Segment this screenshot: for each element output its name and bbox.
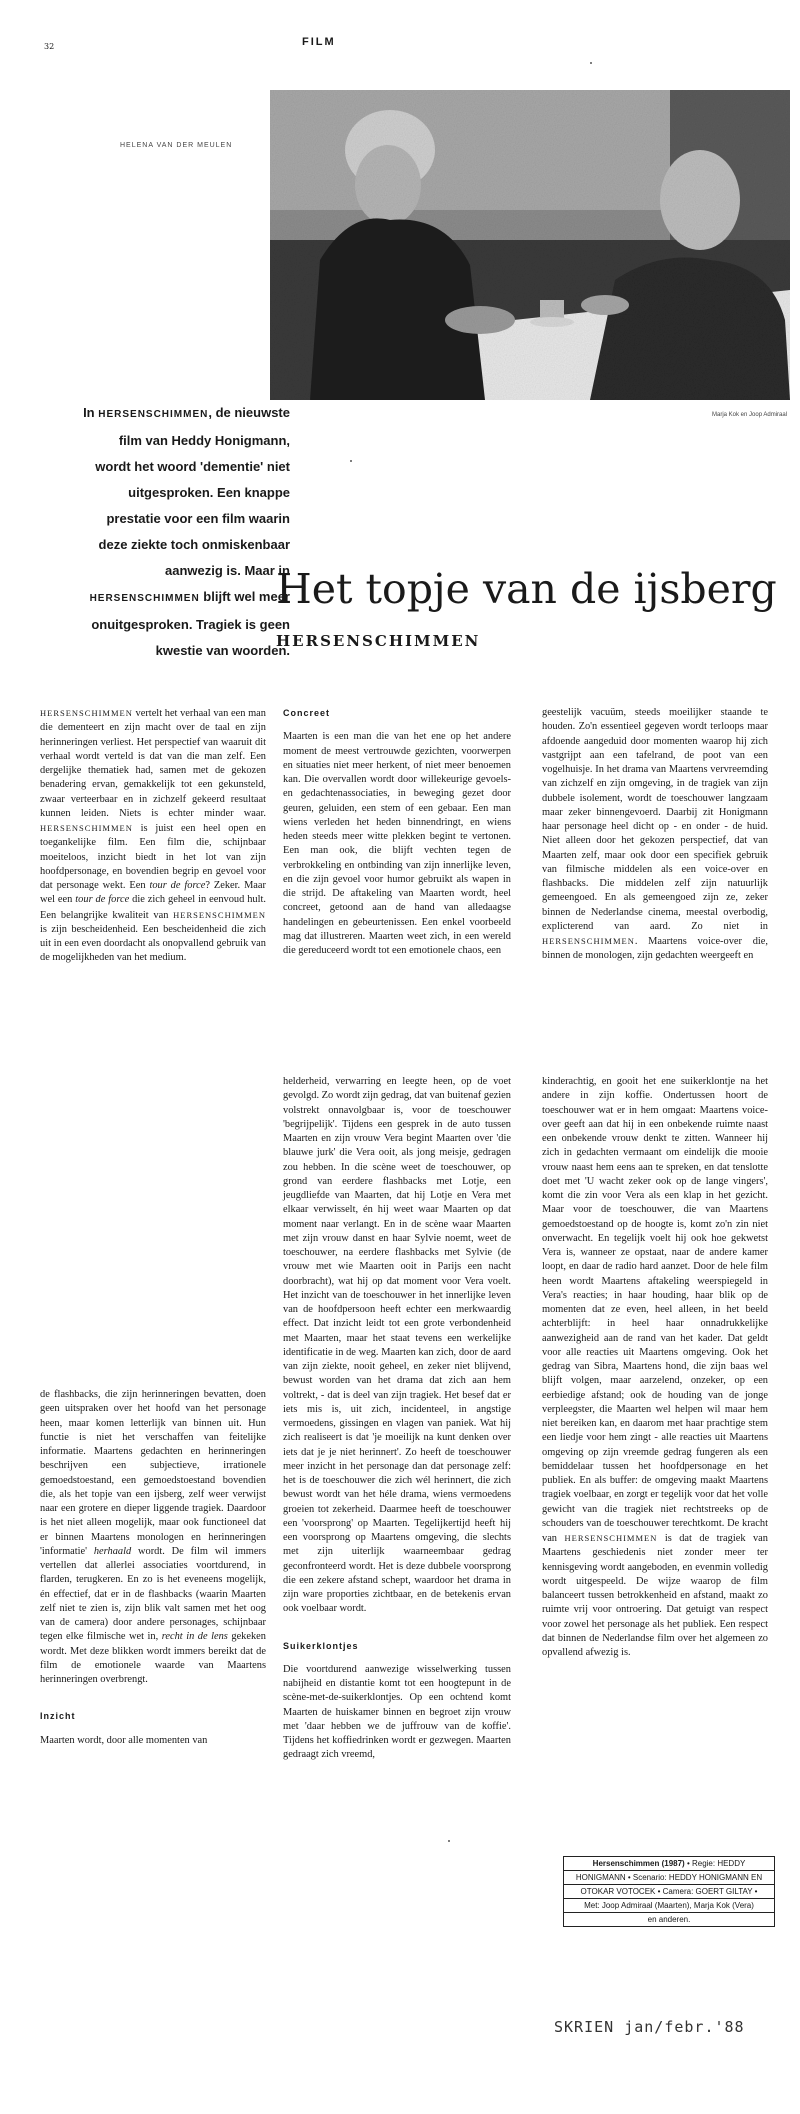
body-text: gekeken wordt. Met deze blikken wordt immers bereikt dat de film de emotionele waarde van Maartens herinneringen overbrengt. xyxy=(40,1631,266,1685)
lead-line: prestatie voor een film waarin xyxy=(106,511,290,526)
body-text: Maarten is een man die van het ene op het andere moment de meest vertrouwde gezichten, voorwerpen en situaties niet meer herkent, of niet meer benoemen kan. Die overvallen wordt door willekeurige gevoels- en gedachtenassociaties, in beweging gezet door geuren, geluiden, een stem of een gebaar. Een man wiens verleden het heden binnendringt, en wiens heden steeds meer witte plekken begint te vertonen. Een man ook, die blijft vechten tegen de verbrokkeling en ontbinding van zijn innerlijke leven, en die zijn gevoel voor humor gebruikt als wapen in die strijd. De aftakeling van Maarten wordt, heel concreet, getoond aan de hand van alledaagse handelingen en gebeurtenissen. Een enkel voorbeeld mag dat illustreren. Maarten weet zich, in een wereld die gereduceerd wordt tot een emotionele chaos, een xyxy=(283,731,511,956)
article-column-6 xyxy=(542,1075,768,1660)
film-title-inline: HERSENSCHIMMEN xyxy=(173,909,266,920)
credits-text: HONIGMANN • Scenario: HEDDY HONIGMANN EN xyxy=(563,1870,775,1884)
lead-line: wordt het woord 'dementie' niet xyxy=(95,459,290,474)
body-italic: tour de force xyxy=(149,880,206,891)
body-italic: tour de force xyxy=(75,894,130,906)
body-text: geestelijk vacuüm, steeds moeilijker staande te houden. Zo'n essentieel gegeven wordt terloops maar afdoende aangeduid door momenten waarop hij zich vastgrijpt aan een tafelrand, de poot van een vogelhuisje. In het drama van Maartens vervreemding van zichzelf en zijn omgeving, in de tragiek van zijn dubbele isolement, wordt de toeschouwer langzaam maar zeker binnengevoerd. Daarbij zit Honigmann haar personage heel dicht op - en onder - de huid. Niet alleen door het gekozen perspectief, dat van Maarten zelf, maar ook door een specifiek gebruik van filmische middelen als een voice-over en flashbacks. Die middelen zelf zijn natuurlijk gemeengoed. En als gemeengoed zijn ze, zeker binnen de Nederlandse cinema, meestal overbodig, explicterend van aard. Zo niet in xyxy=(542,707,768,932)
lead-line: onuitgesproken. Tragiek is geen xyxy=(91,617,290,632)
body-text: kinderachtig, en gooit het ene suikerklontje na het andere in zijn koffie. Ondertussen hoort de toeschouwer wat er in hem omgaat: Maartens voice-over geeft aan dat hij in een onbekende ruimte naast een onbekende vrouw denkt te zitten. Wanneer hij zich in gedachten vermaant om eindelijk die mooie vrouw naast hem eens aan te spreken, en dat tenslotte doet met 'U wacht zeker ook op de lange vingers', komt die zin voor Vera als een klap in het gezicht. Maar voor de toeschouwer, die van Maartens gemoedstoestand op de hoogte is, komt zo'n zin niet onverwacht. En tegelijk voelt hij ook hoe gekwetst Vera is, wanneer ze opstaat, naar de andere kamer loopt, en daar de radio hard aanzet. Door de hele film heen wordt Maartens aftakeling weerspiegeld in Vera's reacties; in haar houding, haar blik op de momenten dat ze even, heel alleen, in het beeld achterblijft: in heel haar onnadrukkelijke aanwezigheid aan de rand van het kader. Dat geldt voor alle reacties uit Maartens omgeving. Ook het gedrag van Sibra, Maartens hond, die zijn baas wel blijft volgen, maar aarzelend, onzeker, op een eerbiedige afstand; ook de houding van de jonge verpleegster, die Maarten wel helpen wil maar hem niet bereiken kan, en daarom met haar prachtige stem een liedje voor hem zingt - alle reacties uit Maartens omgeving op zijn vreemde gedrag fungeren als een bemiddelaar tussen het hoofdpersonage en het publiek. En als buffer: de omgeving maakt Maartens tragiek voelbaar, en zorgt er tegelijk voor dat het volle gewicht van die tragiek niet rechtstreeks op de schouders van de toeschouwer terechtkomt. De kracht van xyxy=(542,1076,768,1544)
lead-text: , de nieuwste xyxy=(208,405,290,420)
lead-film-title: HERSENSCHIMMEN xyxy=(98,409,209,420)
film-title-inline: HERSENSCHIMMEN xyxy=(542,936,635,946)
credits-text: OTOKAR VOTOCEK • Camera: GOERT GILTAY • xyxy=(563,1884,775,1898)
lead-line: film van Heddy Honigmann, xyxy=(118,433,290,448)
credits-text: • Regie: HEDDY xyxy=(684,1859,746,1868)
article-column-3 xyxy=(542,706,768,964)
body-italic: recht in de lens xyxy=(161,1631,228,1643)
magazine-footer: SKRIEN jan/febr.'88 xyxy=(554,2018,745,2036)
section-heading-concreet: Concreet xyxy=(283,708,331,718)
body-text: wordt. De film wil immers vertellen dat allerlei associaties voortdurend, in flarden, terugkeren. En zo is het eveneens mogelijk, én effectief, dat er in de flashbacks (waarin Maarten zelf niet te zien is, zijn blik valt samen met het oog van de camera) door andere personages, schijnbaar tegen elke filmische wet in, xyxy=(40,1545,266,1643)
lead-line: deze ziekte toch onmiskenbaar xyxy=(98,537,290,552)
film-title-inline: HERSENSCHIMMEN xyxy=(564,1533,658,1543)
section-heading-suikerklontjes: Suikerklontjes xyxy=(283,1640,359,1651)
article-column-1 xyxy=(40,706,266,966)
scan-speck xyxy=(350,460,352,462)
lead-film-title: HERSENSCHIMMEN xyxy=(89,593,200,604)
article-column-4 xyxy=(40,1388,266,1748)
lead-line: kwestie van woorden. xyxy=(155,643,290,658)
photo-credit-left: HELENA VAN DER MEULEN xyxy=(120,142,233,149)
scan-speck xyxy=(590,62,592,64)
film-title-inline: HERSENSCHIMMEN xyxy=(40,708,133,718)
body-text: ? Zeker. Maar wel een xyxy=(40,880,266,906)
credits-cast: Met: Joop Admiraal (Maarten), Marja Kok (Vera) xyxy=(563,1898,775,1912)
body-text: vertelt het verhaal van een man die dementeert en zijn macht over de taal en zijn herinneringen verliest. Het perspectief van waaruit dit verhaal wordt verteld is dat van die man zelf. Een dergelijke thematiek had, samen met de gekozen benadering ervan, gemakkelijk tot een gekunsteld, zwaar verteerbaar en in zichzelf gekeerd resultaat kunnen leiden. Niets is echter minder waar. xyxy=(40,708,266,819)
film-title-inline: HERSENSCHIMMEN xyxy=(40,823,133,833)
body-text: helderheid, verwarring en leegte heen, op de voet gevolgd. Zo wordt zijn gedrag, dat van buitenaf gezien volstrekt onnavolgbaar is, voor de toeschouwer 'begrijpelijk'. Tijdens een gesprek in de auto tussen Maarten en zijn vrouw Vera begint Maarten over 'die blauwe jurk' die Vera ooit, als jong meisje, gedragen zou hebben. In die scène weet de toeschouwer, op grond van eerdere flashbacks met Lotje, een jeugdliefde van Maarten, dat hij Lotje en Vera met elkaar verwisselt, én hij weet waar Maarten op dat moment naar verlangt. En in de scène waar Maarten met zijn vrouw danst en haar Sylvie noemt, weet de toeschouwer, na eerdere flashbacks met Sylvie (de vrouw met wie Maarten ooit in Parijs een nacht doorbracht), wat hij op dat moment voor Vera voelt. Het inzicht van de toeschouwer in het innerlijke leven van de hoofdpersoon heeft echter een merkwaardig effect. Dat inzicht leidt tot een grote verbondenheid met Maarten, maar het staat tevens een werkelijke identificatie in de weg. Maarten kan zich, door de aard van zijn ziekte, nooit geheel, en zeker niet blijvend, bewust worden van het drama dat zich aan hem voltrekt, - dat is deel van zijn tragiek. Het besef dat er iets mis is, uit zich, incidenteel, in angstige vermoedens, gissingen en vlagen van paniek. Wat hij zich realiseert is dat 'je moeilijk na kunt denken over iets dat je je niet herinnert'. Zo heeft de toeschouwer meer inzicht in het personage dan dat personage zelf: het is de toeschouwer die zich wél herinnert, die zich bewust wordt van het héle drama, wiens vermoedens groeien tot zekerheid. Daarmee heeft de toeschouwer een 'voorsprong' op Maarten. Tegelijkertijd heeft hij een voorsprong op Maartens omgeving, die slechts met zijn uiterlijk waarneembaar gedrag geconfronteerd wordt. Het is deze dubbele voorsprong die een zekere afstand schept, waardoor het drama in zijn ware proporties zichtbaar, en de betekenis ervan ook voelbaar wordt. xyxy=(283,1076,511,1615)
article-subhead: HERSENSCHIMMEN xyxy=(276,632,481,650)
body-text: die zich geheel in eenvoud hult. Een belangrijke kwaliteit van xyxy=(40,894,266,921)
article-column-2 xyxy=(283,706,511,958)
lead-text: In xyxy=(83,405,99,420)
photo-credit-right: Marja Kok en Joop Admiraal xyxy=(712,412,788,418)
body-text: Die voortdurend aanwezige wisselwerking tussen nabijheid en distantie komt tot een hoogtepunt in de scène-met-de-suikerklontjes. Op een ochtend komt Maarten de huiskamer binnen en begroet zijn vrouw met 'daar hebben we de juffrouw van de koffie'. Tijdens het koffiedrinken wordt er gezwegen. Maarten gedraagt zich vreemd, xyxy=(283,1663,511,1761)
article-headline: Het topje van de ijsberg xyxy=(276,565,777,613)
section-title: FILM xyxy=(302,36,336,48)
body-text: is zijn bescheidenheid. Een bescheidenheid die zich uit in een even doordacht als onopvallend gebruik van de mogelijkheden van het medium. xyxy=(40,923,266,964)
scan-speck xyxy=(448,1840,450,1842)
body-text: . Maartens voice-over die, binnen de monologen, zijn gedachten weergeeft en xyxy=(542,936,768,962)
film-still-photo xyxy=(270,90,790,400)
credits-text: en anderen. xyxy=(563,1912,775,1927)
lead-paragraph xyxy=(40,400,290,664)
body-italic: herhaald xyxy=(93,1545,132,1557)
film-credits-box xyxy=(563,1856,775,1927)
body-text: Maarten wordt, door alle momenten van xyxy=(40,1734,208,1746)
body-text: de flashbacks, die zijn herinneringen bevatten, doen geen uitspraken over het hoofd van het personage heen, maar komen letterlijk van binnen uit. Hun functie is niet het verschaffen van feitelijke informatie. Maartens gedachten en herinneringen beschrijven een subjectieve, irrationele gemoedstoestand, een gemoedstoestand bovendien die, als het topje van een ijsberg, zelf weer verwijst naar een grotere en dieper liggende tragiek. Daardoor is het niet alleen mogelijk, maar ook functioneel dat er binnen Maartens monologen en herinneringen 'informatie' xyxy=(40,1389,266,1557)
body-text: is juist een heel open en toegankelijke film. Een film die, schijnbaar moeiteloos, inzicht biedt in het lot van zijn hoofdpersonage, en bovendien begrip en gevoel voor dat personage wekt. Een xyxy=(40,823,266,891)
credits-film-title: Hersenschimmen (1987) xyxy=(592,1859,685,1868)
section-heading-inzicht: Inzicht xyxy=(40,1711,76,1722)
lead-line: aanwezig is. Maar in xyxy=(165,563,290,578)
body-text: is dat de tragiek van Maartens geschiedenis niet zonder meer ter kennisgeving wordt aangeboden, en evenmin volledig wordt uitgespeeld. De wijze waarop de film balanceert tussen betrokkenheid en afstand, maakt zo ruimte vrij voor ontroering. Dat getuigt van respect voor zowel het personage als het publiek. Een respect dat binnen de Nederlandse film over het algemeen zo opvallend afwezig is. xyxy=(542,1533,768,1658)
page-number: 32 xyxy=(44,42,55,51)
article-column-5 xyxy=(283,1075,511,1763)
lead-line: uitgesproken. Een knappe xyxy=(128,485,290,500)
lead-text: blijft wel meer xyxy=(199,589,290,604)
